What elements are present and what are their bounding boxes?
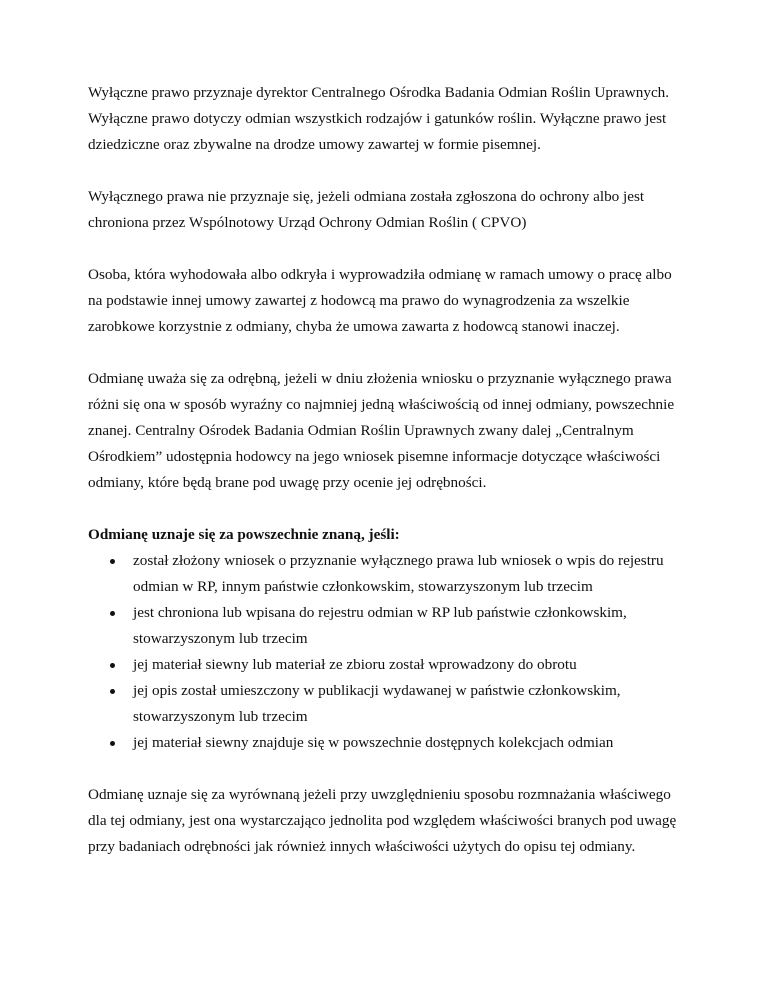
text-line: na podstawie innej umowy zawartej z hodowcą ma prawo do wynagrodzenia za wszelkie xyxy=(88,292,630,309)
bullet-icon xyxy=(110,663,115,668)
bullet-icon xyxy=(110,559,115,564)
text-line: Ośrodkiem” udostępnia hodowcy na jego wniosek pisemne informacje dotyczące właściwości xyxy=(88,448,661,465)
text-line: jej materiał siewny lub materiał ze zbioru został wprowadzony do obrotu xyxy=(133,656,577,673)
paragraph-distinctness xyxy=(88,366,688,496)
text-line: dla tej odmiany, jest ona wystarczająco jednolita pod względem właściwości branych pod uwagę xyxy=(88,812,677,829)
text-line: znanej. Centralny Ośrodek Badania Odmian Roślin Uprawnych zwany dalej „Centralnym xyxy=(88,422,634,439)
text-line: stowarzyszonym lub trzecim xyxy=(133,630,308,647)
text-line: Odmianę uznaje się za wyrównaną jeżeli przy uwzględnieniu sposobu rozmnażania właściwego xyxy=(88,786,671,803)
section-heading: Odmianę uznaje się za powszechnie znaną, jeśli: xyxy=(88,526,400,543)
text-line: zarobkowe korzystnie z odmiany, chyba że umowa zawarta z hodowcą stanowi inaczej. xyxy=(88,318,620,335)
list-item xyxy=(133,548,688,600)
paragraph-no-right xyxy=(88,184,688,236)
text-line: odmian w RP, innym państwie członkowskim, stowarzyszonym lub trzecim xyxy=(133,578,593,595)
list-item xyxy=(133,678,688,730)
list-item xyxy=(133,652,688,678)
text-line: został złożony wniosek o przyznanie wyłącznego prawa lub wniosek o wpis do rejestru xyxy=(133,552,664,569)
text-line: Wyłącznego prawa nie przyznaje się, jeżeli odmiana została zgłoszona do ochrony albo jest xyxy=(88,188,645,205)
text-line: różni się ona w sposób wyraźny co najmniej jedną właściwością od innej odmiany, powszechnie xyxy=(88,396,675,413)
text-line: jest chroniona lub wpisana do rejestru odmian w RP lub państwie członkowskim, xyxy=(133,604,627,621)
bullet-icon xyxy=(110,611,115,616)
bullet-icon xyxy=(110,689,115,694)
document-page xyxy=(88,80,688,860)
text-line: Wyłączne prawo dotyczy odmian wszystkich rodzajów i gatunków roślin. Wyłączne prawo jest xyxy=(88,110,667,127)
bullet-list xyxy=(88,548,688,756)
text-line: chroniona przez Wspólnotowy Urząd Ochrony Odmian Roślin ( CPVO) xyxy=(88,214,527,231)
bullet-icon xyxy=(110,741,115,746)
text-line: stowarzyszonym lub trzecim xyxy=(133,708,308,725)
text-line: Osoba, która wyhodowała albo odkryła i wyprowadziła odmianę w ramach umowy o pracę albo xyxy=(88,266,672,283)
section-common-knowledge xyxy=(88,522,688,756)
text-line: Wyłączne prawo przyznaje dyrektor Centralnego Ośrodka Badania Odmian Roślin Uprawnych. xyxy=(88,84,670,101)
paragraph-exclusive-right xyxy=(88,80,688,158)
text-line: odmiany, które będą brane pod uwagę przy ocenie jej odrębności. xyxy=(88,474,487,491)
text-line: przy badaniach odrębności jak również innych właściwości użytych do opisu tej odmiany. xyxy=(88,838,636,855)
paragraph-remuneration xyxy=(88,262,688,340)
text-line: jej materiał siewny znajduje się w powszechnie dostępnych kolekcjach odmian xyxy=(133,734,614,751)
list-item xyxy=(133,600,688,652)
text-line: Odmianę uważa się za odrębną, jeżeli w dniu złożenia wniosku o przyznanie wyłącznego prawa xyxy=(88,370,672,387)
text-line: dziedziczne oraz zbywalne na drodze umowy zawartej w formie pisemnej. xyxy=(88,136,541,153)
paragraph-uniformity xyxy=(88,782,688,860)
text-line: jej opis został umieszczony w publikacji wydawanej w państwie członkowskim, xyxy=(133,682,621,699)
list-item xyxy=(133,730,688,756)
